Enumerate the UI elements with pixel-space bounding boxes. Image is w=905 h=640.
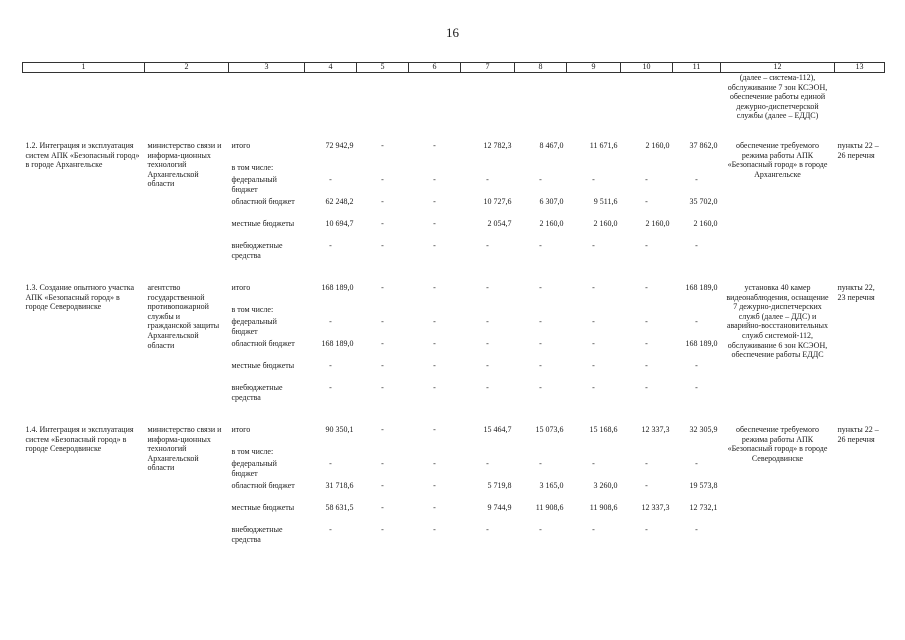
value-cell: 12 732,1 [689,502,718,512]
value-cell: 90 350,1 [325,424,354,434]
value-cell: 2 160,0 [645,218,670,228]
continuation-text: (далее – система-112), обслуживание 7 зон КСЭОН, обеспечение работы единой дежурно-диспетчерской службы (далее – ЕДДС) [727,73,828,121]
funding-source-label: местные бюджеты [231,218,295,228]
value-cell: - [486,360,489,370]
funding-source-label: в том числе: [231,304,274,314]
value-cell: - [592,174,595,184]
value-cell: 2 054,7 [487,218,512,228]
continuation-row [23,73,885,121]
column-header-8: 8 [515,63,567,73]
value-cell: - [486,382,489,392]
value-cell: - [645,480,648,490]
value-cell: - [539,382,542,392]
value-cell: - [592,282,595,292]
value-cell: - [695,524,698,534]
column-header-10: 10 [621,63,673,73]
value-cell [621,163,673,175]
column-header-3: 3 [229,63,305,73]
group-executor: министерство связи и информа-ционных технологий Архангельской области [147,424,222,473]
value-cell: - [381,218,384,228]
value-cell: - [433,458,436,468]
funding-source-label: итого [231,282,251,292]
group-reference: пункты 22 – 26 перечня [837,140,879,160]
value-cell: - [486,282,489,292]
column-header-7: 7 [461,63,515,73]
column-header-2: 2 [145,63,229,73]
value-cell: 37 862,0 [689,140,718,150]
value-cell: - [433,524,436,534]
value-cell: - [592,458,595,468]
program-table [22,62,885,547]
value-cell: - [329,524,332,534]
value-cell: 5 719,8 [487,480,512,490]
value-cell: - [539,458,542,468]
value-cell: - [381,502,384,512]
value-cell: - [592,240,595,250]
value-cell: 15 168,6 [589,424,618,434]
value-cell: - [381,282,384,292]
value-cell: - [645,316,648,326]
value-cell: - [381,240,384,250]
value-cell [515,163,567,175]
value-cell: - [592,524,595,534]
value-cell: - [329,174,332,184]
value-cell: - [645,240,648,250]
table-row [23,141,885,163]
value-cell [305,163,357,175]
funding-source-label: областной бюджет [231,338,295,348]
group-executor: министерство связи и информа-ционных технологий Архангельской области [147,140,222,189]
value-cell: 10 727,6 [483,196,512,206]
value-cell: - [381,458,384,468]
value-cell [673,305,721,317]
column-header-6: 6 [409,63,461,73]
value-cell [357,447,409,459]
value-cell: 31 718,6 [325,480,354,490]
value-cell: - [645,196,648,206]
value-cell [515,447,567,459]
value-cell: - [433,360,436,370]
value-cell: - [381,338,384,348]
value-cell: - [329,240,332,250]
value-cell: 12 782,3 [483,140,512,150]
value-cell: - [645,174,648,184]
value-cell: - [433,218,436,228]
value-cell: - [329,360,332,370]
value-cell: - [486,174,489,184]
value-cell [515,305,567,317]
value-cell: 12 337,3 [641,424,670,434]
value-cell: - [539,360,542,370]
value-cell: 11 908,6 [535,502,564,512]
column-number-header [23,63,885,73]
value-cell: - [433,316,436,326]
value-cell: - [695,174,698,184]
value-cell: - [695,382,698,392]
value-cell [621,447,673,459]
value-cell: - [592,338,595,348]
value-cell: 11 671,6 [589,140,618,150]
value-cell: 2 160,0 [645,140,670,150]
value-cell: - [381,174,384,184]
value-cell: 9 511,6 [593,196,618,206]
value-cell: - [539,338,542,348]
group-reference: пункты 22, 23 перечня [837,282,875,302]
group-executor: агентство государственной противопожарной службы и гражданской защиты Архангельской области [147,282,220,350]
value-cell [567,305,621,317]
value-cell [409,447,461,459]
funding-source-label: федеральный бюджет [231,316,277,336]
group-result: обеспечение требуемого режима работы АПК «Безопасный город» в городе Архангельске [727,140,828,179]
group-title: 1.3. Создание опытного участка АПК «Безопасный город» в городе Северодвинске [25,282,135,312]
value-cell: 72 942,9 [325,140,354,150]
column-header-13: 13 [835,63,885,73]
funding-source-label: внебюджетные средства [231,382,283,402]
value-cell: - [329,458,332,468]
value-cell: - [381,316,384,326]
group-title: 1.4. Интеграция и эксплуатация систем «Безопасный город» в городе Северодвинске [25,424,134,454]
value-cell: - [645,338,648,348]
funding-source-label: в том числе: [231,162,274,172]
group-title: 1.2. Интеграция и эксплуатация систем АПК «Безопасный город» в городе Архангельске [25,140,140,170]
value-cell [305,305,357,317]
value-cell: 35 702,0 [689,196,718,206]
value-cell: 32 305,9 [689,424,718,434]
value-cell: - [539,174,542,184]
value-cell: - [433,480,436,490]
column-header-11: 11 [673,63,721,73]
value-cell: 62 248,2 [325,196,354,206]
value-cell: - [433,382,436,392]
value-cell: - [539,282,542,292]
value-cell: 12 337,3 [641,502,670,512]
value-cell: - [433,338,436,348]
value-cell: 168 189,0 [321,282,354,292]
value-cell: 168 189,0 [321,338,354,348]
value-cell: - [329,382,332,392]
value-cell [461,447,515,459]
table-row [23,283,885,305]
value-cell: 2 160,0 [693,218,718,228]
value-cell [409,163,461,175]
value-cell: 8 467,0 [539,140,564,150]
value-cell: - [433,140,436,150]
value-cell: - [695,458,698,468]
group-result: обеспечение требуемого режима работы АПК «Безопасный город» в городе Северодвинске [727,424,828,463]
column-header-5: 5 [357,63,409,73]
value-cell [621,305,673,317]
value-cell: 6 307,0 [539,196,564,206]
value-cell [461,305,515,317]
value-cell: - [381,196,384,206]
funding-source-label: внебюджетные средства [231,240,283,260]
value-cell: - [381,480,384,490]
value-cell [305,447,357,459]
value-cell: - [381,382,384,392]
value-cell: - [486,338,489,348]
value-cell [567,163,621,175]
group-reference: пункты 22 – 26 перечня [837,424,879,444]
value-cell: 168 189,0 [685,282,718,292]
value-cell: - [433,240,436,250]
column-header-4: 4 [305,63,357,73]
value-cell: - [381,360,384,370]
table-row [23,425,885,447]
value-cell: 3 260,0 [593,480,618,490]
value-cell: - [329,316,332,326]
value-cell: - [695,360,698,370]
value-cell: 19 573,8 [689,480,718,490]
funding-source-label: областной бюджет [231,196,295,206]
funding-source-label: федеральный бюджет [231,458,277,478]
group-spacer [23,405,885,425]
value-cell: 2 160,0 [593,218,618,228]
value-cell: - [381,424,384,434]
value-cell: 58 631,5 [325,502,354,512]
value-cell: 2 160,0 [539,218,564,228]
value-cell: 168 189,0 [685,338,718,348]
value-cell: - [645,458,648,468]
value-cell: - [486,458,489,468]
value-cell: - [433,502,436,512]
funding-source-label: внебюджетные средства [231,524,283,544]
value-cell: - [592,316,595,326]
value-cell: - [381,140,384,150]
value-cell: - [433,196,436,206]
funding-source-label: итого [231,140,251,150]
funding-source-label: итого [231,424,251,434]
value-cell [673,163,721,175]
value-cell: - [486,316,489,326]
group-result: установка 40 камер видеонаблюдения, оснащение 7 дежурно-диспетчерских служб (далее – ДДС) и аварийно-восстановительных служб системой-112, обслуживание 6 зон КСЭОН, обеспечение работы ЕДДС [726,282,829,360]
value-cell: - [539,524,542,534]
value-cell: - [433,424,436,434]
value-cell [409,305,461,317]
value-cell [357,305,409,317]
funding-source-label: местные бюджеты [231,360,295,370]
value-cell: 15 464,7 [483,424,512,434]
column-header-9: 9 [567,63,621,73]
value-cell: - [539,240,542,250]
value-cell [673,447,721,459]
value-cell [567,447,621,459]
value-cell: 3 165,0 [539,480,564,490]
value-cell [357,163,409,175]
value-cell: - [695,316,698,326]
group-spacer [23,121,885,141]
value-cell: 15 073,6 [535,424,564,434]
funding-source-label: областной бюджет [231,480,295,490]
funding-source-label: в том числе: [231,446,274,456]
value-cell: - [486,524,489,534]
value-cell: 9 744,9 [487,502,512,512]
column-header-1: 1 [23,63,145,73]
funding-source-label: местные бюджеты [231,502,295,512]
value-cell: - [645,282,648,292]
value-cell: - [645,382,648,392]
value-cell: - [433,282,436,292]
column-header-12: 12 [721,63,835,73]
value-cell: - [381,524,384,534]
value-cell: - [433,174,436,184]
value-cell: 11 908,6 [589,502,618,512]
value-cell: - [539,316,542,326]
funding-source-label: федеральный бюджет [231,174,277,194]
value-cell: - [645,524,648,534]
value-cell: - [645,360,648,370]
value-cell [461,163,515,175]
value-cell: - [592,382,595,392]
value-cell: - [592,360,595,370]
value-cell: - [486,240,489,250]
group-spacer [23,263,885,283]
page-number: 16 [446,25,459,40]
value-cell: 10 694,7 [325,218,354,228]
value-cell: - [695,240,698,250]
